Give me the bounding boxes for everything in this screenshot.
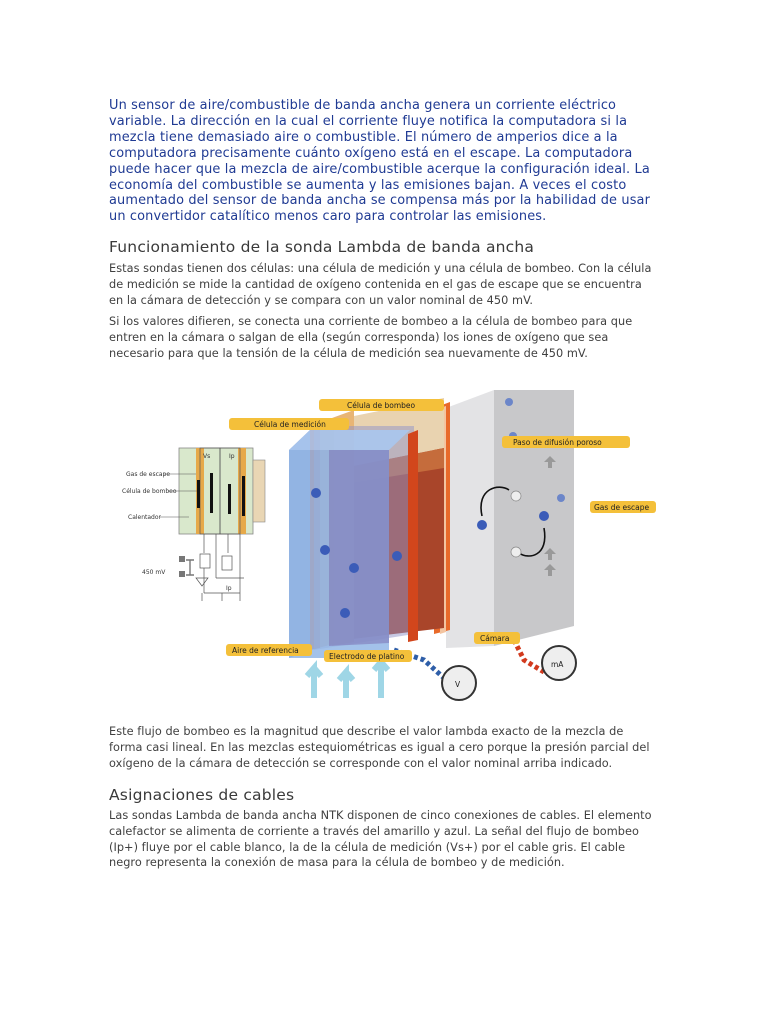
gas-escape-label: Gas de escape: [594, 503, 650, 512]
paragraph-flujo-bombeo: Este flujo de bombeo es la magnitud que describe el valor lambda exacto de la mezcla de forma casi lineal. En las mezclas estequiométricas es igual a cero porque la presión parcial del oxígeno de la cámara de detección se corresponde con el valor nominal arriba indicado.: [109, 725, 650, 770]
section-heading-asignaciones: Asignaciones de cables: [109, 786, 295, 804]
schematic-ip-bottom-label: Ip: [226, 585, 232, 592]
lambda-sensor-diagram: [104, 378, 664, 708]
schematic-vs-label: Vs: [203, 453, 211, 460]
celula-medicion-label: Célula de medición: [254, 420, 326, 429]
schematic-celula-bombeo-label: Célula de bombeo: [122, 488, 177, 495]
paso-difusion-label: Paso de difusión poroso: [513, 438, 602, 447]
paragraph-valores: Si los valores difieren, se conecta una corriente de bombeo a la célula de bombeo para que entren en la cámara o salgan de ella (según corresponda) los iones de oxígeno que sea necesario para que la tensión de la célula de medición sea nuevamente de 450 mV.: [109, 315, 633, 360]
schematic-gas-escape-label: Gas de escape: [126, 471, 171, 478]
schematic-450mv-label: 450 mV: [142, 569, 166, 576]
aire-referencia-label: Aire de referencia: [232, 646, 299, 655]
celula-bombeo-label: Célula de bombeo: [347, 401, 416, 410]
voltmeter-label: V: [455, 680, 461, 689]
schematic-ip-label: Ip: [229, 453, 235, 460]
camara-label: Cámara: [480, 634, 510, 643]
circuit-schematic: [122, 448, 265, 601]
schematic-calentador-label: Calentador: [128, 514, 162, 521]
intro-paragraph: Un sensor de aire/combustible de banda ancha genera un corriente eléctrico variable. La dirección en la cual el corriente fluye notifica la computadora si la mezcla tiene demasiado aire o combustible. El número de amperios dice a la computadora precisamente cuánto oxígeno está en el escape. La computadora puede hacer que la mezcla de aire/combustible acerque la configuración ideal. La economía del combustible se aumenta y las emisiones bajan. A veces el costo aumentado del sensor de banda ancha se compensa más por la habilidad de usar un convertidor catalítico menos caro para controlar las emisiones.: [109, 98, 651, 225]
paragraph-cables: Las sondas Lambda de banda ancha NTK disponen de cinco conexiones de cables. El elemento calefactor se alimenta de corriente a través del amarillo y azul. La señal del flujo de bombeo (Ip+) fluye por el cable blanco, la de la célula de medición (Vs+) por el cable gris. El cable negro representa la conexión de masa para la célula de bombeo y de medición.: [109, 809, 652, 870]
paragraph-celulas: Estas sondas tienen dos células: una célula de medición y una célula de bombeo. Con la célula de medición se mide la cantidad de oxígeno contenida en el gas de escape que se encuentra en la cámara de detección y se compara con un valor nominal de 450 mV.: [109, 262, 652, 307]
ammeter-label: mA: [551, 660, 564, 669]
electrodo-platino-label: Electrodo de platino: [329, 652, 405, 661]
section-heading-funcionamiento: Funcionamiento de la sonda Lambda de banda ancha: [109, 238, 535, 256]
